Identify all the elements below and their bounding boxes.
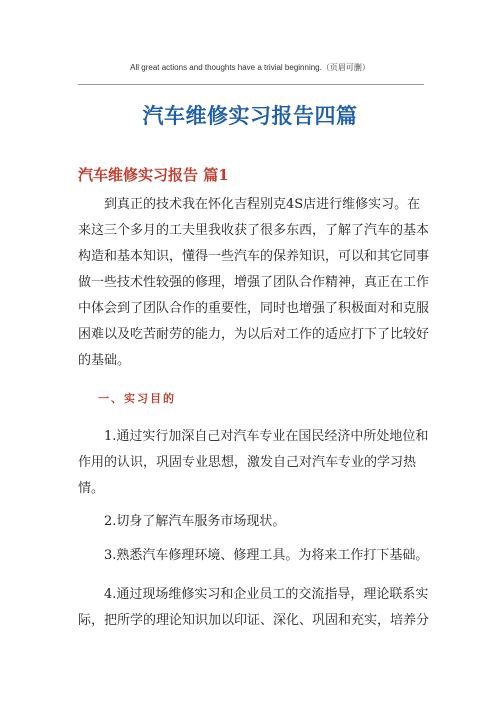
section-title: 汽车维修实习报告 篇1 [78, 166, 229, 184]
list-item: 4.通过现场维修实习和企业员工的交流指导，理论联系实际，把所学的理论知识加以印证、深化、巩固和充实，培养分 [78, 587, 430, 628]
list-item: 1.通过实行加深自己对汽车专业在国民经济中所处地位和作用的认识，巩固专业思想，激发自己对汽车专业的学习热情。 [78, 429, 429, 496]
subheading-internship-purpose: 一、实习目的 [98, 392, 176, 405]
document-title: 汽车维修实习报告四篇 [142, 103, 358, 128]
header-divider [78, 84, 424, 85]
intro-paragraph: 到真正的技术我在怀化吉程别克4S店进行维修实习。在来这三个多月的工夫里我收获了很多东西，了解了汽车的基本构造和基本知识，懂得一些汽车的保养知识，可以和其它同事做一些技术性较强的修理，增强了团队合作精神，真正在工作中体会到了团队合作的重要性，同时也增强了积极面对和克服困难以及吃苦耐劳的能力，为以后对工作的适应打下了比较好的基础。 [78, 197, 430, 368]
list-item: 2.切身了解汽车服务市场现状。 [104, 514, 286, 529]
list-item: 3.熟悉汽车修理环境、修理工具。为将来工作打下基础。 [104, 548, 429, 563]
page-header-text: All great actions and thoughts have a trivial beginning.（页眉可删） [130, 63, 370, 72]
